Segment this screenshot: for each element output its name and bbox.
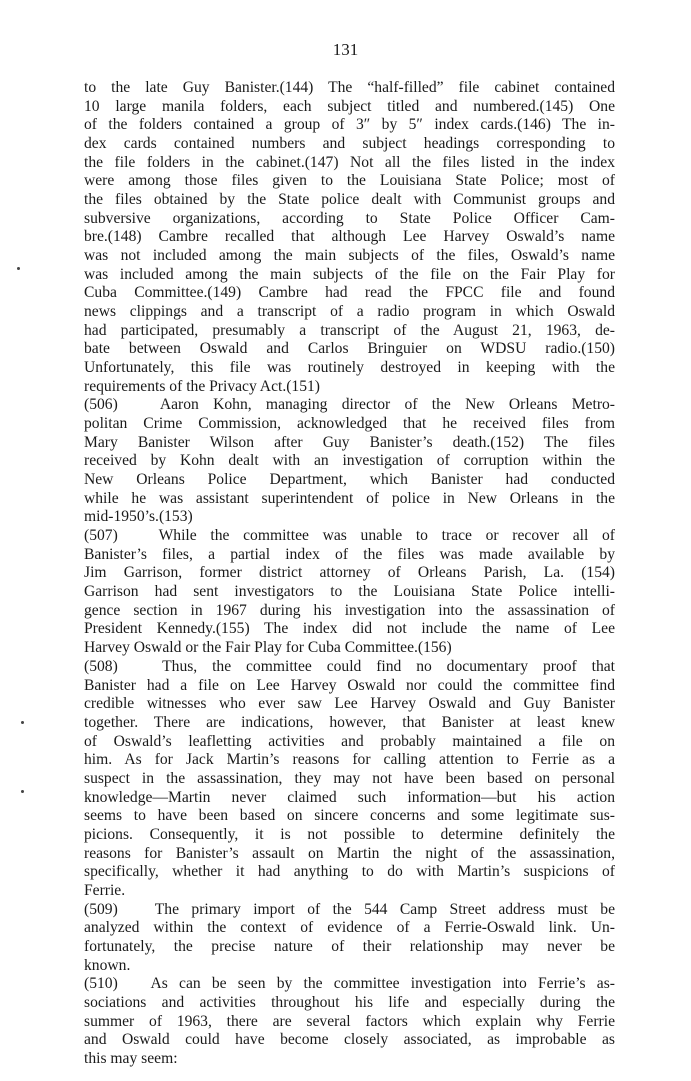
text-line: him. As for Jack Martin’s reasons for calling attention to Ferrie as a	[84, 751, 615, 769]
text-line: Ferrie.	[84, 881, 126, 899]
text-line: and Oswald could have become closely associated, as improbable as	[84, 1031, 615, 1049]
text-line: reasons for Banister’s assault on Martin the night of the assassination,	[84, 844, 615, 862]
text-line: sociations and activities throughout his life and especially during the	[84, 993, 615, 1011]
text-line: Harvey Oswald or the Fair Play for Cuba Committee.(156)	[84, 639, 452, 657]
text-line: received by Kohn dealt with an investigation of corruption within the	[84, 452, 615, 470]
text-line: while he was assistant superintendent of police in New Orleans in the	[84, 489, 615, 507]
text-line: together. There are indications, however, that Banister at least knew	[84, 713, 615, 731]
text-line: (506) Aaron Kohn, managing director of the New Orleans Metro-	[84, 396, 615, 414]
text-line: dex cards contained numbers and subject headings corresponding to	[84, 135, 615, 153]
text-line: Unfortunately, this file was routinely destroyed in keeping with the	[84, 359, 615, 377]
paragraph	[84, 658, 615, 901]
text-line: this may seem:	[84, 1049, 178, 1067]
text-line: of the folders contained a group of 3″ by 5″ index cards.(146) The in-	[84, 116, 615, 134]
text-line: mid-1950’s.(153)	[84, 508, 193, 526]
text-line: suspect in the assassination, they may not have been based on personal	[84, 769, 615, 787]
text-line: (508) Thus, the committee could find no documentary proof that	[84, 657, 615, 675]
text-line: 10 large manila folders, each subject titled and numbered.(145) One	[84, 97, 615, 115]
paragraph	[84, 527, 615, 658]
page-number: 131	[332, 40, 359, 59]
text-line: politan Crime Commission, acknowledged that he received files from	[84, 415, 615, 433]
margin-mark	[17, 267, 20, 270]
text-line: analyzed within the context of evidence of a Ferrie-Oswald link. Un-	[84, 919, 615, 937]
text-line: requirements of the Privacy Act.(151)	[84, 377, 320, 395]
text-line: specifically, whether it had anything to do with Martin’s suspicions of	[84, 863, 615, 881]
text-line: were among those files given to the Louisiana State Police; most of	[84, 172, 615, 190]
text-line: had participated, presumably a transcript of the August 21, 1963, de-	[84, 321, 615, 339]
paragraph	[84, 396, 615, 527]
text-line: the files obtained by the State police dealt with Communist groups and	[84, 191, 615, 209]
text-line: credible witnesses who ever saw Lee Harvey Oswald and Guy Banister	[84, 695, 615, 713]
text-line: known.	[84, 956, 131, 974]
body-text	[84, 79, 615, 1069]
text-line: President Kennedy.(155) The index did not include the name of Lee	[84, 620, 615, 638]
text-line: Garrison had sent investigators to the Louisiana State Police intelli-	[84, 583, 615, 601]
text-line: knowledge—Martin never claimed such information—but his action	[84, 788, 615, 806]
text-line: Banister had a file on Lee Harvey Oswald nor could the committee find	[84, 676, 615, 694]
text-line: the file folders in the cabinet.(147) Not all the files listed in the index	[84, 153, 615, 171]
text-line: Cuba Committee.(149) Cambre had read the FPCC file and found	[84, 284, 615, 302]
text-line: (509) The primary import of the 544 Camp Street address must be	[84, 900, 615, 918]
text-line: seems to have been based on sincere concerns and some legitimate sus-	[84, 807, 615, 825]
text-line: fortunately, the precise nature of their relationship may never be	[84, 937, 615, 955]
text-line: subversive organizations, according to State Police Officer Cam-	[84, 209, 615, 227]
text-line: bre.(148) Cambre recalled that although Lee Harvey Oswald’s name	[84, 228, 615, 246]
text-line: gence section in 1967 during his investigation into the assassination of	[84, 601, 615, 619]
margin-mark	[21, 721, 24, 724]
text-line: picions. Consequently, it is not possible to determine definitely the	[84, 825, 615, 843]
text-line: Banister’s files, a partial index of the files was made available by	[84, 545, 615, 563]
text-line: of Oswald’s leafletting activities and probably maintained a file on	[84, 732, 615, 750]
paragraph	[84, 901, 615, 976]
text-line: Jim Garrison, former district attorney of Orleans Parish, La. (154)	[84, 564, 615, 582]
text-line: bate between Oswald and Carlos Bringuier on WDSU radio.(150)	[84, 340, 615, 358]
paragraph	[84, 975, 615, 1068]
text-line: to the late Guy Banister.(144) The “half-filled” file cabinet contained	[84, 79, 615, 96]
text-line: was not included among the main subjects of the files, Oswald’s name	[84, 247, 615, 265]
text-line: New Orleans Police Department, which Banister had conducted	[84, 471, 615, 489]
text-line: was included among the main subjects of the file on the Fair Play for	[84, 265, 615, 283]
margin-mark	[21, 790, 24, 793]
text-line: summer of 1963, there are several factors which explain why Ferrie	[84, 1012, 615, 1030]
text-line: (507) While the committee was unable to trace or recover all of	[84, 527, 615, 545]
text-line: news clippings and a transcript of a radio program in which Oswald	[84, 303, 615, 321]
text-line: (510) As can be seen by the committee investigation into Ferrie’s as-	[84, 975, 615, 993]
text-line: Mary Banister Wilson after Guy Banister’s death.(152) The files	[84, 433, 615, 451]
paragraph	[84, 79, 615, 396]
